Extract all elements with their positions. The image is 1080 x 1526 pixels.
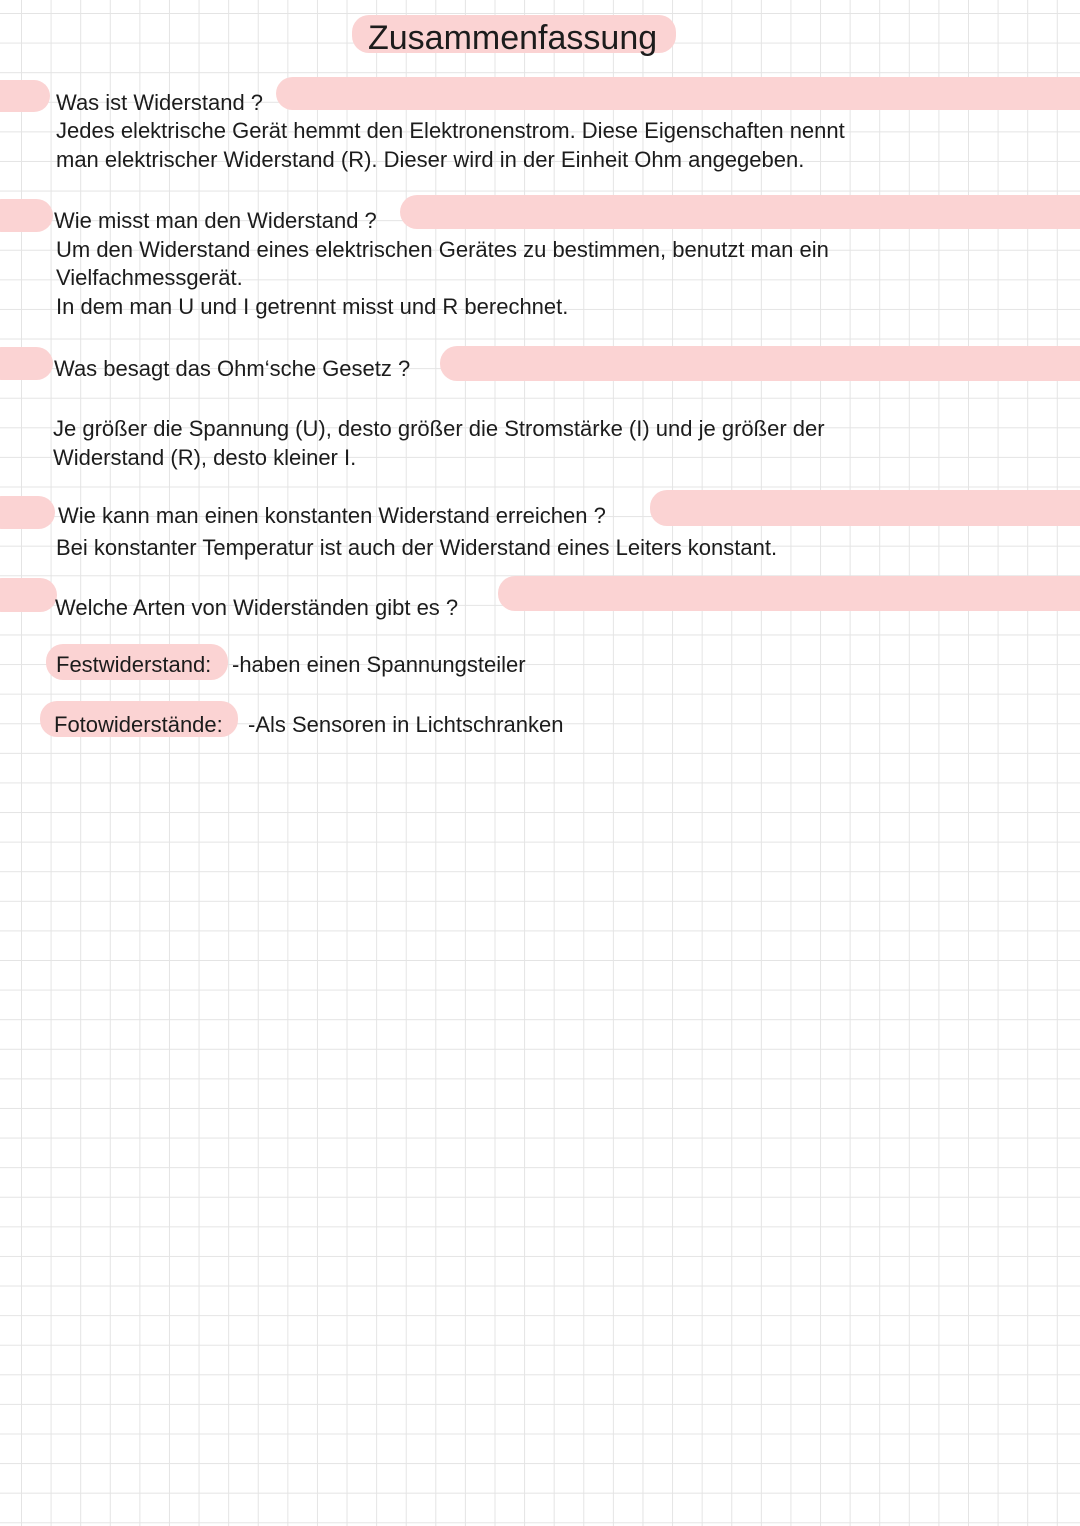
answer-4-line-1: Bei konstanter Temperatur ist auch der Widerstand eines Leiters konstant. xyxy=(56,535,778,560)
question-highlight-right xyxy=(400,195,1080,229)
answer-3-line-1: Je größer die Spannung (U), desto größer die Stromstärke (I) und je größer der xyxy=(53,416,825,441)
answer-1-line-1: Jedes elektrische Gerät hemmt den Elektronenstrom. Diese Eigenschaften nennt xyxy=(56,118,845,143)
answer-3-line-2: Widerstand (R), desto kleiner I. xyxy=(53,445,357,470)
question-highlight-left xyxy=(0,347,53,380)
type-description-2: -Als Sensoren in Lichtschranken xyxy=(248,712,564,737)
question-5: Welche Arten von Widerständen gibt es ? xyxy=(55,595,459,620)
answer-2-line-1: Um den Widerstand eines elektrischen Gerätes zu bestimmen, benutzt man ein xyxy=(56,237,829,262)
question-highlight-left xyxy=(0,496,55,529)
question-highlight-left xyxy=(0,578,57,612)
question-highlight-right xyxy=(650,490,1080,526)
type-term-1: Festwiderstand: xyxy=(56,652,212,677)
type-term-2: Fotowiderstände: xyxy=(54,712,223,737)
question-highlight-left xyxy=(0,80,50,112)
question-2: Wie misst man den Widerstand ? xyxy=(54,208,377,233)
question-4: Wie kann man einen konstanten Widerstand erreichen ? xyxy=(58,503,606,528)
page-title: Zusammenfassung xyxy=(368,19,658,57)
question-3: Was besagt das Ohm‘sche Gesetz ? xyxy=(54,356,411,381)
question-1: Was ist Widerstand ? xyxy=(56,90,264,115)
question-highlight-right xyxy=(276,77,1080,110)
question-highlight-right xyxy=(440,346,1080,381)
answer-1-line-2: man elektrischer Widerstand (R). Dieser wird in der Einheit Ohm angegeben. xyxy=(56,147,805,172)
type-description-1: -haben einen Spannungsteiler xyxy=(232,652,526,677)
question-highlight-right xyxy=(498,576,1080,611)
answer-2-line-3: In dem man U und I getrennt misst und R berechnet. xyxy=(56,294,569,319)
answer-2-line-2: Vielfachmessgerät. xyxy=(56,265,243,290)
question-highlight-left xyxy=(0,199,53,232)
